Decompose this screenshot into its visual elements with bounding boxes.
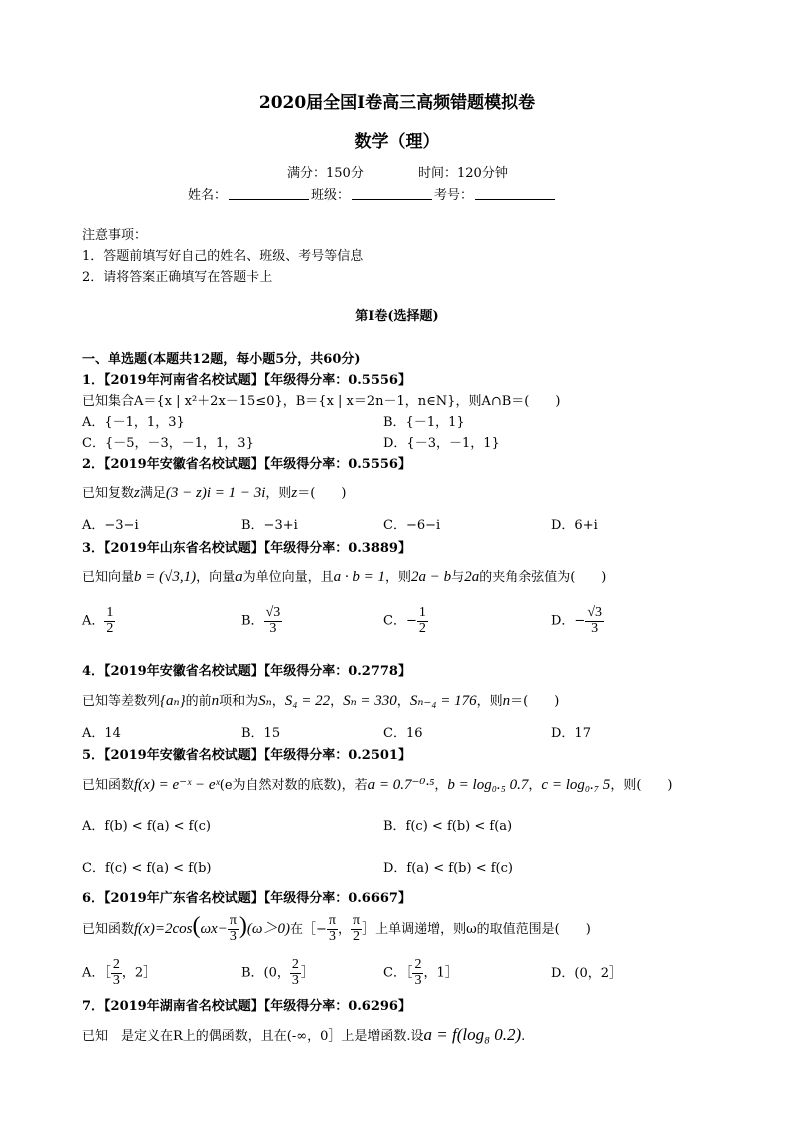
- q3-b-label: B．: [241, 613, 264, 629]
- exam-time: 时间：120分钟: [418, 166, 508, 181]
- q4-stem-text: 已知等差数列: [82, 694, 161, 709]
- q6-pi: π: [353, 913, 361, 929]
- q4-stem: [82, 690, 559, 710]
- q3-expr-1: 2a − b: [411, 569, 452, 585]
- q6-three: 3: [229, 929, 237, 944]
- q5-stem-text: ，: [528, 778, 542, 793]
- q5-stem-text: ，: [434, 778, 448, 793]
- q6-c-fraction: [412, 958, 423, 988]
- q6-arg: ωx−: [200, 921, 228, 937]
- q4-stem-text: ＝( ): [510, 694, 560, 709]
- q4-stem-text: ，: [271, 694, 285, 709]
- q5-option-c[interactable]: C．f(c) < f(a) < f(b): [82, 861, 212, 876]
- q5-value-b: b = log₀.₅ 0.7: [447, 777, 529, 793]
- q3-a-fraction: [104, 606, 115, 636]
- q5-stem: [82, 774, 672, 794]
- q6-stem: [82, 913, 591, 945]
- exam-title: 2020届全国Ⅰ卷高三高频错题模拟卷: [258, 93, 536, 113]
- q6-stem-text: 在［−: [290, 922, 327, 937]
- q2-var-z: z: [134, 485, 140, 501]
- q5-value-a: a = 0.7⁻⁰·⁵: [367, 777, 435, 793]
- class-label: 班级：: [311, 188, 351, 203]
- q2-stem-text: ＝( ): [297, 486, 347, 501]
- q6-b-text: ］: [300, 965, 314, 981]
- q6-a-fraction: [111, 958, 122, 988]
- section-title: 第I卷(选择题): [355, 309, 439, 324]
- q3-stem-text: ，则: [385, 570, 412, 585]
- q3-option-a[interactable]: [82, 606, 115, 636]
- q6-three: 3: [328, 929, 336, 944]
- q3-stem-text: 与: [451, 570, 465, 585]
- q2-var-z: z: [291, 485, 298, 501]
- q5-option-b[interactable]: B．f(c) < f(b) < f(a): [383, 819, 513, 834]
- q2-equation: (3 − z)i = 1 − 3i: [165, 485, 266, 501]
- q6-a-text: ，2］: [121, 965, 157, 981]
- q4-option-b[interactable]: B．15: [241, 726, 281, 741]
- q4-option-a[interactable]: A．14: [82, 726, 121, 741]
- q2-stem: [82, 482, 346, 502]
- q6-pi: π: [328, 913, 336, 929]
- q4-var-n: n: [211, 693, 220, 709]
- q6-b-den: 3: [291, 972, 299, 988]
- class-blank[interactable]: [352, 186, 432, 200]
- q3-d-den: 3: [591, 620, 599, 636]
- q3-d-label: D．−: [551, 613, 586, 629]
- q4-option-d[interactable]: D．17: [551, 726, 591, 741]
- q4-option-c[interactable]: C．16: [383, 726, 423, 741]
- q6-c-text: ，1］: [423, 965, 458, 981]
- q6-right-paren: ): [238, 913, 247, 939]
- q2-stem-text: ，则: [265, 486, 292, 501]
- q7-stem-text: .: [521, 1029, 526, 1044]
- q5-function: f(x) = e⁻ˣ − eˣ: [134, 777, 220, 793]
- q3-dot-product: a · b = 1: [333, 569, 386, 585]
- q3-c-num: 1: [418, 605, 426, 620]
- q4-stem-text: ，: [396, 694, 410, 709]
- q6-b-text: B．(0，: [241, 965, 290, 981]
- q7-stem: [82, 1025, 525, 1045]
- q7-expression: a = f(log₈ 0.2): [423, 1025, 522, 1044]
- q3-c-label: C．−: [383, 613, 417, 629]
- q6-a-text: A．［: [82, 965, 111, 981]
- q1-option-a[interactable]: A．{－1，1，3}: [82, 415, 185, 430]
- exam-subject: 数学（理）: [354, 132, 440, 152]
- q3-c-den: 2: [418, 620, 426, 636]
- full-score: 满分：150分: [287, 166, 364, 181]
- q2-option-c[interactable]: C．−6−i: [383, 518, 441, 533]
- q5-stem-text: ，则( ): [610, 778, 673, 793]
- q6-option-a[interactable]: [82, 958, 156, 988]
- q3-option-c[interactable]: [383, 606, 428, 636]
- q6-interval-right: [351, 914, 362, 944]
- q3-d-num: √3: [587, 605, 603, 620]
- q4-sn-4: Sₙ₋₄ = 176: [409, 693, 477, 709]
- q6-pi-over-3: [228, 914, 239, 944]
- q6-a-num: 2: [112, 957, 120, 972]
- q6-function: f(x)=2cos: [134, 921, 193, 937]
- notice-item-2: 2．请将答案正确填写在答题卡上: [82, 270, 273, 285]
- q1-option-b[interactable]: B．{－1，1}: [383, 415, 465, 430]
- q3-stem-text: ，向量: [196, 570, 236, 585]
- exam-no-blank[interactable]: [475, 186, 555, 200]
- q3-stem-text: 为单位向量，且: [242, 570, 334, 585]
- q6-condition: (ω＞0): [246, 921, 290, 937]
- q3-option-b[interactable]: [241, 606, 282, 636]
- q3-stem-text: 已知向量: [82, 570, 135, 585]
- q4-sequence: {aₙ}: [160, 693, 186, 709]
- q6-interval-left: [327, 914, 338, 944]
- q6-header: 6．【2019年广东省名校试题】【年级得分率：0.6667】: [82, 891, 411, 906]
- q3-expr-2: 2a: [464, 569, 480, 585]
- name-label: 姓名：: [188, 188, 228, 203]
- q6-c-num: 2: [414, 957, 422, 972]
- q3-a-den: 2: [106, 620, 114, 636]
- q6-option-b[interactable]: [241, 958, 314, 988]
- q3-vector-a: a: [235, 569, 243, 585]
- q6-c-den: 3: [414, 972, 422, 988]
- q3-vector-b: b = (√3,1): [134, 569, 197, 585]
- q4-stem-text: 的前: [185, 694, 212, 709]
- q2-stem-text: 已知复数: [82, 486, 135, 501]
- q4-var-n: n: [502, 693, 511, 709]
- q3-d-fraction: [585, 606, 604, 636]
- q5-option-a[interactable]: A．f(b) < f(a) < f(c): [82, 819, 211, 834]
- q4-sn: Sₙ = 330: [343, 693, 397, 709]
- exam-no-label: 考号：: [434, 188, 474, 203]
- q4-stem-text: 项和为: [219, 694, 259, 709]
- q4-stem-text: ，: [330, 694, 344, 709]
- q6-a-den: 3: [112, 972, 120, 988]
- q4-sum: Sₙ: [258, 693, 272, 709]
- q4-header: 4．【2019年安徽省名校试题】【年级得分率：0.2778】: [82, 664, 411, 679]
- q7-header: 7．【2019年湖南省名校试题】【年级得分率：0.6296】: [82, 999, 411, 1014]
- q6-pi: π: [229, 913, 237, 929]
- part1-heading: 一、单选题(本题共12题，每小题5分，共60分): [82, 352, 361, 367]
- q1-option-c[interactable]: C．{－5，－3，－1，1，3}: [82, 436, 254, 451]
- q3-a-label: A．: [82, 613, 105, 629]
- q6-two: 2: [353, 929, 361, 944]
- q3-option-d[interactable]: [551, 606, 604, 636]
- q1-option-d[interactable]: D．{－3，－1，1}: [383, 436, 500, 451]
- q4-s4: S₄ = 22: [284, 693, 331, 709]
- q1-header: 1．【2019年河南省名校试题】【年级得分率：0.5556】: [82, 373, 411, 388]
- q3-b-fraction: [264, 606, 283, 636]
- q6-stem-text: ，: [337, 922, 351, 937]
- q5-value-c: c = log₀.₇ 5: [541, 777, 611, 793]
- q3-stem-text: 的夹角余弦值为( ): [479, 570, 607, 585]
- q3-c-fraction: [417, 606, 428, 636]
- q3-a-num: 1: [106, 605, 114, 620]
- q6-b-num: 2: [291, 957, 299, 972]
- q6-stem-text: ］上单调递增，则ω的取值范围是( ): [362, 922, 591, 937]
- q6-c-text: C．［: [383, 965, 413, 981]
- q6-left-paren: (: [192, 913, 201, 939]
- q2-option-b[interactable]: B．−3+i: [241, 518, 298, 533]
- student-info-line: [188, 184, 557, 203]
- q2-stem-text: 满足: [139, 486, 166, 501]
- q5-option-d[interactable]: D．f(a) < f(b) < f(c): [383, 861, 513, 876]
- q3-stem: [82, 566, 606, 586]
- q1-stem: 已知集合A＝{x | x²＋2x－15≤0}，B＝{x | x＝2n－1，n∈N}，则A∩B＝( ): [82, 394, 561, 409]
- q6-option-c[interactable]: [383, 958, 458, 988]
- q6-option-d[interactable]: D．(0，2］: [551, 966, 623, 981]
- q5-stem-text: 已知函数: [82, 778, 135, 793]
- q6-b-fraction: [290, 958, 301, 988]
- q6-stem-text: 已知函数: [82, 922, 135, 937]
- q7-stem-text: 已知 是定义在R上的偶函数，且在(-∞，0］上是增函数.设: [82, 1029, 424, 1044]
- q3-b-den: 3: [269, 620, 277, 636]
- notice-heading: 注意事项：: [82, 228, 148, 243]
- q4-stem-text: ，则: [476, 694, 503, 709]
- notice-item-1: 1．答题前填写好自己的姓名、班级、考号等信息: [82, 249, 364, 264]
- q5-header: 5．【2019年安徽省名校试题】【年级得分率：0.2501】: [82, 748, 411, 763]
- name-blank[interactable]: [229, 186, 309, 200]
- q2-option-a[interactable]: A．−3−i: [82, 518, 139, 533]
- q2-option-d[interactable]: D．6+i: [551, 518, 598, 533]
- q5-stem-text: (e为自然对数的底数)，若: [219, 778, 368, 793]
- q3-header: 3．【2019年山东省名校试题】【年级得分率：0.3889】: [82, 541, 411, 556]
- q2-header: 2．【2019年安徽省名校试题】【年级得分率：0.5556】: [82, 457, 411, 472]
- q3-b-num: √3: [265, 605, 281, 620]
